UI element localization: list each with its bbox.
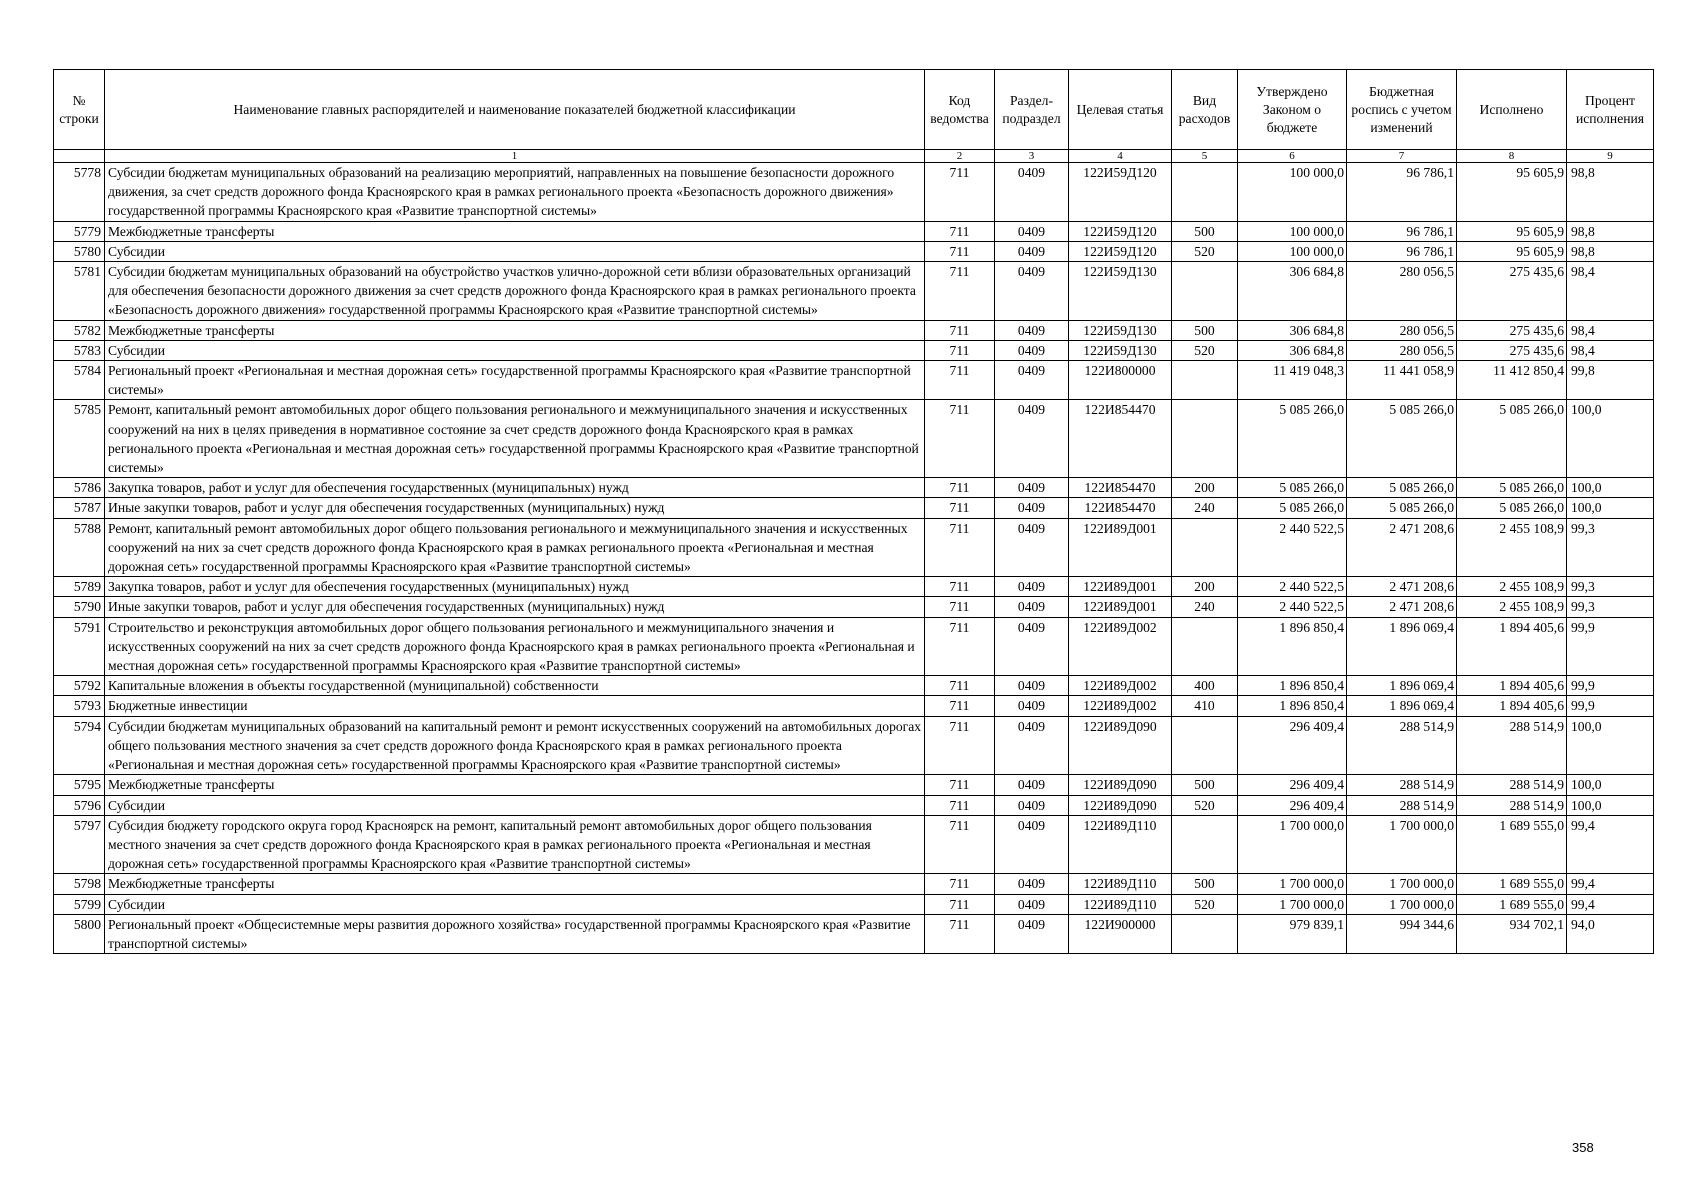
budget-schedule-cell: 5 085 266,0 bbox=[1347, 498, 1457, 518]
row-number-cell: 5781 bbox=[54, 262, 105, 321]
percent-cell: 99,9 bbox=[1567, 696, 1654, 716]
approved-cell: 5 085 266,0 bbox=[1238, 498, 1347, 518]
name-cell: Межбюджетные трансферты bbox=[105, 320, 925, 340]
approved-cell: 296 409,4 bbox=[1238, 716, 1347, 775]
target-article-cell: 122И89Д110 bbox=[1069, 894, 1172, 914]
target-article-cell: 122И89Д110 bbox=[1069, 815, 1172, 874]
target-article-cell: 122И59Д130 bbox=[1069, 320, 1172, 340]
percent-cell: 99,8 bbox=[1567, 361, 1654, 400]
executed-cell: 275 435,6 bbox=[1457, 262, 1567, 321]
target-article-cell: 122И89Д090 bbox=[1069, 716, 1172, 775]
department-code-cell: 711 bbox=[925, 221, 995, 241]
name-cell: Иные закупки товаров, работ и услуг для обеспечения государственных (муниципальных) нужд bbox=[105, 597, 925, 617]
section-cell: 0409 bbox=[995, 361, 1069, 400]
executed-cell: 1 894 405,6 bbox=[1457, 617, 1567, 676]
name-cell: Региональный проект «Региональная и местная дорожная сеть» государственной программы Красноярского края «Развитие транспортной системы» bbox=[105, 361, 925, 400]
department-code-cell: 711 bbox=[925, 676, 995, 696]
name-cell: Ремонт, капитальный ремонт автомобильных дорог общего пользования регионального и межмуниципального значения и искусственных сооружений на них в целях приведения в нормативное состояние за счет средств дорожного фонда Красноярского края в рамках регионального проекта «Региональная и местная дорожная сеть» государственной программы Красноярского края «Развитие транспортной системы» bbox=[105, 400, 925, 478]
section-cell: 0409 bbox=[995, 498, 1069, 518]
row-number-cell: 5796 bbox=[54, 795, 105, 815]
section-cell: 0409 bbox=[995, 577, 1069, 597]
approved-cell: 1 700 000,0 bbox=[1238, 874, 1347, 894]
table-row bbox=[54, 617, 1654, 676]
expense-type-cell: 500 bbox=[1172, 874, 1238, 894]
expense-type-cell: 500 bbox=[1172, 775, 1238, 795]
target-article-cell: 122И854470 bbox=[1069, 400, 1172, 478]
executed-cell: 934 702,1 bbox=[1457, 914, 1567, 953]
target-article-cell: 122И89Д090 bbox=[1069, 775, 1172, 795]
section-cell: 0409 bbox=[995, 676, 1069, 696]
budget-schedule-cell: 2 471 208,6 bbox=[1347, 597, 1457, 617]
approved-cell: 5 085 266,0 bbox=[1238, 478, 1347, 498]
percent-cell: 100,0 bbox=[1567, 775, 1654, 795]
percent-cell: 99,3 bbox=[1567, 597, 1654, 617]
percent-cell: 99,4 bbox=[1567, 874, 1654, 894]
row-number-cell: 5786 bbox=[54, 478, 105, 498]
budget-schedule-cell: 5 085 266,0 bbox=[1347, 478, 1457, 498]
column-number: 3 bbox=[995, 150, 1069, 163]
executed-cell: 5 085 266,0 bbox=[1457, 478, 1567, 498]
table-row bbox=[54, 696, 1654, 716]
row-number-cell: 5782 bbox=[54, 320, 105, 340]
department-code-cell: 711 bbox=[925, 716, 995, 775]
expense-type-cell: 520 bbox=[1172, 894, 1238, 914]
section-cell: 0409 bbox=[995, 478, 1069, 498]
section-cell: 0409 bbox=[995, 617, 1069, 676]
section-cell: 0409 bbox=[995, 815, 1069, 874]
department-code-cell: 711 bbox=[925, 320, 995, 340]
budget-report-sheet bbox=[53, 69, 1653, 954]
executed-cell: 1 689 555,0 bbox=[1457, 894, 1567, 914]
name-cell: Субсидии bbox=[105, 795, 925, 815]
section-cell: 0409 bbox=[995, 894, 1069, 914]
table-row bbox=[54, 815, 1654, 874]
table-row bbox=[54, 914, 1654, 953]
column-number: 5 bbox=[1172, 150, 1238, 163]
table-row bbox=[54, 676, 1654, 696]
department-code-cell: 711 bbox=[925, 498, 995, 518]
header-expense-type: Вид расходов bbox=[1172, 70, 1238, 150]
row-number-cell: 5779 bbox=[54, 221, 105, 241]
target-article-cell: 122И89Д090 bbox=[1069, 795, 1172, 815]
department-code-cell: 711 bbox=[925, 894, 995, 914]
approved-cell: 296 409,4 bbox=[1238, 795, 1347, 815]
percent-cell: 98,8 bbox=[1567, 221, 1654, 241]
approved-cell: 1 896 850,4 bbox=[1238, 617, 1347, 676]
target-article-cell: 122И89Д002 bbox=[1069, 696, 1172, 716]
executed-cell: 11 412 850,4 bbox=[1457, 361, 1567, 400]
approved-cell: 100 000,0 bbox=[1238, 221, 1347, 241]
header-department-code: Код ведомства bbox=[925, 70, 995, 150]
table-row bbox=[54, 340, 1654, 360]
name-cell: Ремонт, капитальный ремонт автомобильных дорог общего пользования регионального и межмуниципального значения и искусственных сооружений на них за счет средств дорожного фонда Красноярского края в рамках регионального проекта «Региональная и местная дорожная сеть» государственной программы Красноярского края «Развитие транспортной системы» bbox=[105, 518, 925, 577]
budget-schedule-cell: 1 700 000,0 bbox=[1347, 815, 1457, 874]
budget-schedule-cell: 280 056,5 bbox=[1347, 340, 1457, 360]
name-cell: Бюджетные инвестиции bbox=[105, 696, 925, 716]
expense-type-cell: 400 bbox=[1172, 676, 1238, 696]
table-body bbox=[54, 163, 1654, 954]
row-number-cell: 5787 bbox=[54, 498, 105, 518]
expense-type-cell: 200 bbox=[1172, 478, 1238, 498]
row-number-cell: 5795 bbox=[54, 775, 105, 795]
section-cell: 0409 bbox=[995, 874, 1069, 894]
target-article-cell: 122И59Д130 bbox=[1069, 262, 1172, 321]
table-row bbox=[54, 894, 1654, 914]
name-cell: Субсидии bbox=[105, 340, 925, 360]
expense-type-cell bbox=[1172, 163, 1238, 222]
table-row bbox=[54, 262, 1654, 321]
row-number-cell: 5794 bbox=[54, 716, 105, 775]
row-number-cell: 5799 bbox=[54, 894, 105, 914]
row-number-cell: 5783 bbox=[54, 340, 105, 360]
header-percent: Процент исполнения bbox=[1567, 70, 1654, 150]
department-code-cell: 711 bbox=[925, 597, 995, 617]
row-number-cell: 5793 bbox=[54, 696, 105, 716]
expense-type-cell: 520 bbox=[1172, 340, 1238, 360]
table-row bbox=[54, 498, 1654, 518]
budget-schedule-cell: 5 085 266,0 bbox=[1347, 400, 1457, 478]
header-row-number: № строки bbox=[54, 70, 105, 150]
section-cell: 0409 bbox=[995, 518, 1069, 577]
budget-schedule-cell: 288 514,9 bbox=[1347, 795, 1457, 815]
department-code-cell: 711 bbox=[925, 815, 995, 874]
column-number: 9 bbox=[1567, 150, 1654, 163]
section-cell: 0409 bbox=[995, 320, 1069, 340]
name-cell: Межбюджетные трансферты bbox=[105, 874, 925, 894]
table-row bbox=[54, 597, 1654, 617]
name-cell: Межбюджетные трансферты bbox=[105, 775, 925, 795]
percent-cell: 100,0 bbox=[1567, 716, 1654, 775]
name-cell: Субсидии bbox=[105, 241, 925, 261]
name-cell: Межбюджетные трансферты bbox=[105, 221, 925, 241]
row-number-cell: 5789 bbox=[54, 577, 105, 597]
table-row bbox=[54, 241, 1654, 261]
header-row bbox=[54, 70, 1654, 150]
approved-cell: 100 000,0 bbox=[1238, 241, 1347, 261]
expense-type-cell: 410 bbox=[1172, 696, 1238, 716]
table-row bbox=[54, 361, 1654, 400]
column-number: 1 bbox=[105, 150, 925, 163]
table-row bbox=[54, 795, 1654, 815]
budget-schedule-cell: 96 786,1 bbox=[1347, 163, 1457, 222]
section-cell: 0409 bbox=[995, 795, 1069, 815]
expense-type-cell bbox=[1172, 815, 1238, 874]
table-row bbox=[54, 400, 1654, 478]
page-number: 358 bbox=[1572, 1140, 1594, 1155]
percent-cell: 99,3 bbox=[1567, 518, 1654, 577]
header-approved: Утверждено Законом о бюджете bbox=[1238, 70, 1347, 150]
section-cell: 0409 bbox=[995, 775, 1069, 795]
department-code-cell: 711 bbox=[925, 241, 995, 261]
department-code-cell: 711 bbox=[925, 617, 995, 676]
section-cell: 0409 bbox=[995, 716, 1069, 775]
department-code-cell: 711 bbox=[925, 262, 995, 321]
percent-cell: 98,8 bbox=[1567, 241, 1654, 261]
expense-type-cell: 520 bbox=[1172, 241, 1238, 261]
approved-cell: 2 440 522,5 bbox=[1238, 518, 1347, 577]
approved-cell: 1 700 000,0 bbox=[1238, 894, 1347, 914]
percent-cell: 99,4 bbox=[1567, 894, 1654, 914]
executed-cell: 288 514,9 bbox=[1457, 795, 1567, 815]
budget-schedule-cell: 288 514,9 bbox=[1347, 716, 1457, 775]
section-cell: 0409 bbox=[995, 241, 1069, 261]
column-number-row bbox=[54, 150, 1654, 163]
row-number-cell: 5778 bbox=[54, 163, 105, 222]
target-article-cell: 122И900000 bbox=[1069, 914, 1172, 953]
name-cell: Закупка товаров, работ и услуг для обеспечения государственных (муниципальных) нужд bbox=[105, 478, 925, 498]
target-article-cell: 122И89Д002 bbox=[1069, 617, 1172, 676]
column-number: 6 bbox=[1238, 150, 1347, 163]
budget-schedule-cell: 288 514,9 bbox=[1347, 775, 1457, 795]
target-article-cell: 122И89Д001 bbox=[1069, 518, 1172, 577]
budget-table bbox=[53, 69, 1654, 954]
row-number-cell: 5791 bbox=[54, 617, 105, 676]
expense-type-cell: 520 bbox=[1172, 795, 1238, 815]
executed-cell: 2 455 108,9 bbox=[1457, 577, 1567, 597]
name-cell: Субсидии bbox=[105, 894, 925, 914]
target-article-cell: 122И800000 bbox=[1069, 361, 1172, 400]
table-row bbox=[54, 577, 1654, 597]
approved-cell: 979 839,1 bbox=[1238, 914, 1347, 953]
approved-cell: 2 440 522,5 bbox=[1238, 577, 1347, 597]
executed-cell: 1 894 405,6 bbox=[1457, 676, 1567, 696]
executed-cell: 2 455 108,9 bbox=[1457, 518, 1567, 577]
name-cell: Иные закупки товаров, работ и услуг для обеспечения государственных (муниципальных) нужд bbox=[105, 498, 925, 518]
department-code-cell: 711 bbox=[925, 400, 995, 478]
table-row bbox=[54, 221, 1654, 241]
department-code-cell: 711 bbox=[925, 163, 995, 222]
row-number-cell: 5798 bbox=[54, 874, 105, 894]
row-number-cell: 5788 bbox=[54, 518, 105, 577]
table-row bbox=[54, 320, 1654, 340]
header-name: Наименование главных распорядителей и наименование показателей бюджетной классификации bbox=[105, 70, 925, 150]
row-number-cell: 5797 bbox=[54, 815, 105, 874]
column-number: 4 bbox=[1069, 150, 1172, 163]
table-row bbox=[54, 163, 1654, 222]
header-target-article: Целевая статья bbox=[1069, 70, 1172, 150]
target-article-cell: 122И854470 bbox=[1069, 498, 1172, 518]
table-row bbox=[54, 518, 1654, 577]
row-number-cell: 5800 bbox=[54, 914, 105, 953]
percent-cell: 98,4 bbox=[1567, 340, 1654, 360]
name-cell: Субсидии бюджетам муниципальных образований на капитальный ремонт и ремонт искусственных сооружений на автомобильных дорогах общего пользования местного значения за счет средств дорожного фонда Красноярского края в рамках регионального проекта «Региональная и местная дорожная сеть» государственной программы Красноярского края «Развитие транспортной системы» bbox=[105, 716, 925, 775]
percent-cell: 99,4 bbox=[1567, 815, 1654, 874]
executed-cell: 275 435,6 bbox=[1457, 320, 1567, 340]
percent-cell: 99,3 bbox=[1567, 577, 1654, 597]
department-code-cell: 711 bbox=[925, 577, 995, 597]
department-code-cell: 711 bbox=[925, 775, 995, 795]
approved-cell: 2 440 522,5 bbox=[1238, 597, 1347, 617]
expense-type-cell bbox=[1172, 518, 1238, 577]
row-number-cell: 5790 bbox=[54, 597, 105, 617]
department-code-cell: 711 bbox=[925, 914, 995, 953]
target-article-cell: 122И89Д002 bbox=[1069, 676, 1172, 696]
percent-cell: 100,0 bbox=[1567, 400, 1654, 478]
table-row bbox=[54, 716, 1654, 775]
approved-cell: 1 896 850,4 bbox=[1238, 696, 1347, 716]
executed-cell: 95 605,9 bbox=[1457, 241, 1567, 261]
approved-cell: 306 684,8 bbox=[1238, 340, 1347, 360]
section-cell: 0409 bbox=[995, 221, 1069, 241]
column-number: 7 bbox=[1347, 150, 1457, 163]
target-article-cell: 122И59Д120 bbox=[1069, 163, 1172, 222]
executed-cell: 5 085 266,0 bbox=[1457, 498, 1567, 518]
budget-schedule-cell: 280 056,5 bbox=[1347, 262, 1457, 321]
row-number-cell: 5792 bbox=[54, 676, 105, 696]
name-cell: Субсидии бюджетам муниципальных образований на обустройство участков улично-дорожной сети вблизи образовательных организаций для обеспечения безопасности дорожного движения за счет средств дорожного фонда Красноярского края в рамках регионального проекта «Безопасность дорожного движения» государственной программы Красноярского края «Развитие транспортной системы» bbox=[105, 262, 925, 321]
header-budget-schedule: Бюджетная роспись с учетом изменений bbox=[1347, 70, 1457, 150]
department-code-cell: 711 bbox=[925, 874, 995, 894]
expense-type-cell: 240 bbox=[1172, 597, 1238, 617]
column-number: 8 bbox=[1457, 150, 1567, 163]
target-article-cell: 122И89Д110 bbox=[1069, 874, 1172, 894]
name-cell: Капитальные вложения в объекты государственной (муниципальной) собственности bbox=[105, 676, 925, 696]
section-cell: 0409 bbox=[995, 262, 1069, 321]
target-article-cell: 122И59Д120 bbox=[1069, 241, 1172, 261]
name-cell: Субсидия бюджету городского округа город Красноярск на ремонт, капитальный ремонт автомобильных дорог общего пользования местного значения за счет средств дорожного фонда Красноярского края в рамках регионального проекта «Региональная и местная дорожная сеть» государственной программы Красноярского края «Развитие транспортной системы» bbox=[105, 815, 925, 874]
executed-cell: 1 689 555,0 bbox=[1457, 874, 1567, 894]
expense-type-cell bbox=[1172, 716, 1238, 775]
executed-cell: 5 085 266,0 bbox=[1457, 400, 1567, 478]
section-cell: 0409 bbox=[995, 696, 1069, 716]
executed-cell: 95 605,9 bbox=[1457, 221, 1567, 241]
approved-cell: 5 085 266,0 bbox=[1238, 400, 1347, 478]
target-article-cell: 122И89Д001 bbox=[1069, 597, 1172, 617]
budget-schedule-cell: 1 896 069,4 bbox=[1347, 617, 1457, 676]
expense-type-cell bbox=[1172, 262, 1238, 321]
expense-type-cell bbox=[1172, 914, 1238, 953]
expense-type-cell: 200 bbox=[1172, 577, 1238, 597]
expense-type-cell: 240 bbox=[1172, 498, 1238, 518]
section-cell: 0409 bbox=[995, 914, 1069, 953]
name-cell: Субсидии бюджетам муниципальных образований на реализацию мероприятий, направленных на повышение безопасности дорожного движения, за счет средств дорожного фонда Красноярского края в рамках регионального проекта «Безопасность дорожного движения» государственной программы Красноярского края «Развитие транспортной системы» bbox=[105, 163, 925, 222]
section-cell: 0409 bbox=[995, 597, 1069, 617]
budget-schedule-cell: 1 896 069,4 bbox=[1347, 676, 1457, 696]
budget-schedule-cell: 994 344,6 bbox=[1347, 914, 1457, 953]
department-code-cell: 711 bbox=[925, 696, 995, 716]
name-cell: Закупка товаров, работ и услуг для обеспечения государственных (муниципальных) нужд bbox=[105, 577, 925, 597]
percent-cell: 100,0 bbox=[1567, 478, 1654, 498]
target-article-cell: 122И854470 bbox=[1069, 478, 1172, 498]
expense-type-cell: 500 bbox=[1172, 221, 1238, 241]
executed-cell: 1 689 555,0 bbox=[1457, 815, 1567, 874]
percent-cell: 99,9 bbox=[1567, 617, 1654, 676]
header-section: Раздел-подраздел bbox=[995, 70, 1069, 150]
row-number-cell: 5784 bbox=[54, 361, 105, 400]
department-code-cell: 711 bbox=[925, 518, 995, 577]
expense-type-cell bbox=[1172, 400, 1238, 478]
executed-cell: 95 605,9 bbox=[1457, 163, 1567, 222]
budget-schedule-cell: 2 471 208,6 bbox=[1347, 577, 1457, 597]
executed-cell: 2 455 108,9 bbox=[1457, 597, 1567, 617]
column-number-blank bbox=[54, 150, 105, 163]
budget-schedule-cell: 1 896 069,4 bbox=[1347, 696, 1457, 716]
budget-schedule-cell: 1 700 000,0 bbox=[1347, 894, 1457, 914]
row-number-cell: 5780 bbox=[54, 241, 105, 261]
approved-cell: 296 409,4 bbox=[1238, 775, 1347, 795]
budget-schedule-cell: 2 471 208,6 bbox=[1347, 518, 1457, 577]
approved-cell: 306 684,8 bbox=[1238, 320, 1347, 340]
percent-cell: 100,0 bbox=[1567, 795, 1654, 815]
column-number: 2 bbox=[925, 150, 995, 163]
executed-cell: 275 435,6 bbox=[1457, 340, 1567, 360]
percent-cell: 98,4 bbox=[1567, 320, 1654, 340]
percent-cell: 98,4 bbox=[1567, 262, 1654, 321]
budget-schedule-cell: 280 056,5 bbox=[1347, 320, 1457, 340]
percent-cell: 99,9 bbox=[1567, 676, 1654, 696]
target-article-cell: 122И59Д120 bbox=[1069, 221, 1172, 241]
table-row bbox=[54, 478, 1654, 498]
header-executed: Исполнено bbox=[1457, 70, 1567, 150]
expense-type-cell: 500 bbox=[1172, 320, 1238, 340]
table-row bbox=[54, 874, 1654, 894]
approved-cell: 100 000,0 bbox=[1238, 163, 1347, 222]
name-cell: Региональный проект «Общесистемные меры развития дорожного хозяйства» государственной программы Красноярского края «Развитие транспортной системы» bbox=[105, 914, 925, 953]
budget-schedule-cell: 1 700 000,0 bbox=[1347, 874, 1457, 894]
executed-cell: 1 894 405,6 bbox=[1457, 696, 1567, 716]
percent-cell: 100,0 bbox=[1567, 498, 1654, 518]
approved-cell: 306 684,8 bbox=[1238, 262, 1347, 321]
department-code-cell: 711 bbox=[925, 361, 995, 400]
section-cell: 0409 bbox=[995, 400, 1069, 478]
expense-type-cell bbox=[1172, 361, 1238, 400]
name-cell: Строительство и реконструкция автомобильных дорог общего пользования регионального и межмуниципального значения и искусственных сооружений на них за счет средств дорожного фонда Красноярского края в рамках регионального проекта «Региональная и местная дорожная сеть» государственной программы Красноярского края «Развитие транспортной системы» bbox=[105, 617, 925, 676]
target-article-cell: 122И89Д001 bbox=[1069, 577, 1172, 597]
executed-cell: 288 514,9 bbox=[1457, 775, 1567, 795]
executed-cell: 288 514,9 bbox=[1457, 716, 1567, 775]
budget-schedule-cell: 96 786,1 bbox=[1347, 241, 1457, 261]
row-number-cell: 5785 bbox=[54, 400, 105, 478]
approved-cell: 1 700 000,0 bbox=[1238, 815, 1347, 874]
budget-schedule-cell: 11 441 058,9 bbox=[1347, 361, 1457, 400]
budget-schedule-cell: 96 786,1 bbox=[1347, 221, 1457, 241]
approved-cell: 1 896 850,4 bbox=[1238, 676, 1347, 696]
department-code-cell: 711 bbox=[925, 795, 995, 815]
table-row bbox=[54, 775, 1654, 795]
target-article-cell: 122И59Д130 bbox=[1069, 340, 1172, 360]
expense-type-cell bbox=[1172, 617, 1238, 676]
percent-cell: 98,8 bbox=[1567, 163, 1654, 222]
approved-cell: 11 419 048,3 bbox=[1238, 361, 1347, 400]
section-cell: 0409 bbox=[995, 340, 1069, 360]
section-cell: 0409 bbox=[995, 163, 1069, 222]
department-code-cell: 711 bbox=[925, 478, 995, 498]
percent-cell: 94,0 bbox=[1567, 914, 1654, 953]
department-code-cell: 711 bbox=[925, 340, 995, 360]
